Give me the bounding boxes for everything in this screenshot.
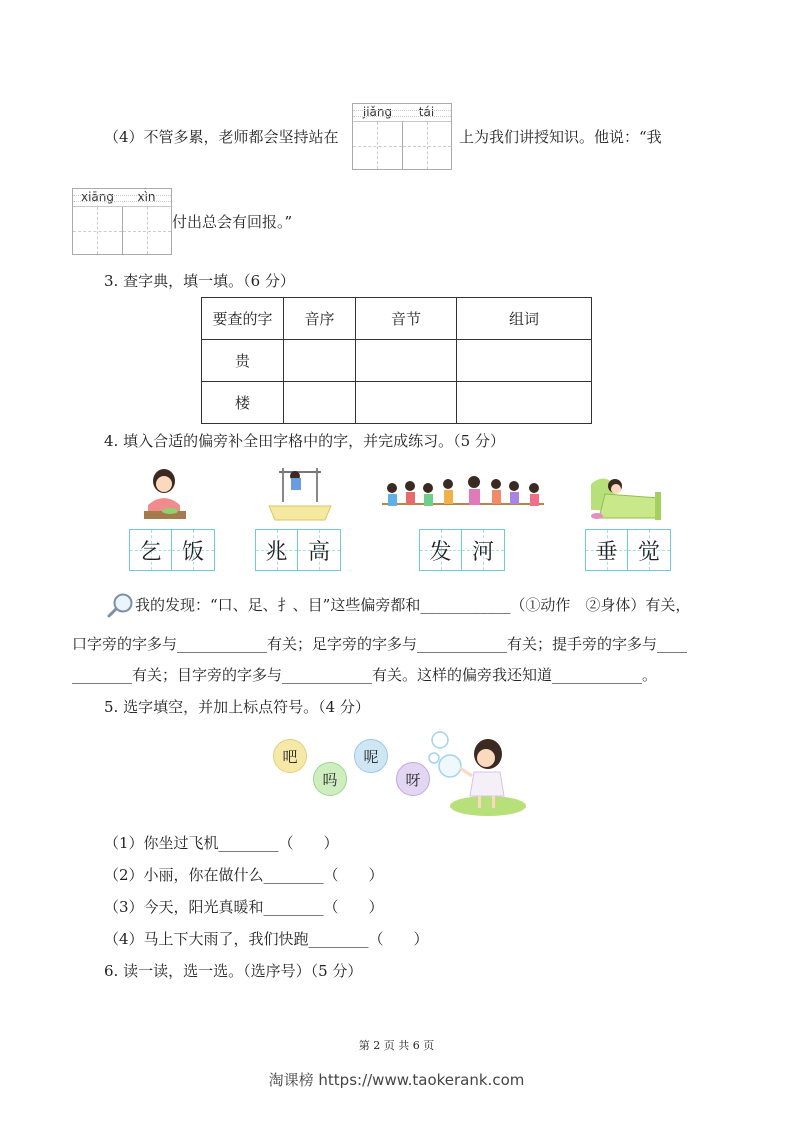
discovery-line-3: ________有关；目字旁的字多与____________有关。这样的偏旁我还知道____________。 [72, 666, 658, 684]
word-bubble [273, 739, 307, 773]
child-jumping-illustration [265, 462, 335, 524]
cell-char: 兆 [265, 539, 288, 565]
girl-eating-illustration [140, 465, 190, 523]
magnifier-icon [106, 592, 136, 618]
q6-title: 6. 读一读，选一选。（选序号）（5 分） [104, 962, 363, 980]
pinyin-grid-xiangxin[interactable] [72, 188, 172, 255]
cell-char: 河 [471, 539, 494, 565]
writing-cell[interactable] [73, 207, 123, 254]
pinyin-label: xìn [137, 190, 156, 204]
bubble-char: 吧 [282, 747, 298, 766]
q3-title: 3. 查字典，填一填。（6 分） [104, 272, 295, 290]
table-cell-char: 贵 [202, 340, 284, 382]
watermark: 淘课榜 https://www.taokerank.com [268, 1071, 525, 1089]
answer-cell[interactable] [284, 382, 356, 424]
tianzige-group[interactable] [255, 529, 341, 571]
girl-sleeping-illustration [585, 466, 665, 526]
q4-title: 4. 填入合适的偏旁补全田字格中的字，并完成练习。（5 分） [104, 432, 505, 450]
bubble-char: 吗 [322, 770, 338, 789]
writing-cell[interactable] [353, 122, 403, 169]
bubble-char: 呢 [363, 747, 379, 766]
word-bubble [313, 762, 347, 796]
table-header: 音节 [356, 298, 457, 340]
tianzige-group[interactable] [419, 529, 505, 571]
table-header: 组词 [457, 298, 592, 340]
table-cell-char: 楼 [202, 382, 284, 424]
answer-cell[interactable] [284, 340, 356, 382]
q5-title: 5. 选字填空，并加上标点符号。（4 分） [104, 698, 370, 716]
pinyin-label: xiāng [80, 190, 114, 204]
q2-4-prefix: （4）不管多累，老师都会坚持站在 [104, 128, 339, 146]
cell-char: 饭 [181, 539, 204, 565]
tianzige-group[interactable] [129, 529, 215, 571]
table-row [202, 382, 592, 424]
q2-4-middle: 上为我们讲授知识。他说：“我 [459, 128, 662, 146]
tug-of-war-illustration [378, 470, 548, 522]
pinyin-label: jiǎng [362, 105, 393, 119]
table-header-row [202, 298, 592, 340]
answer-cell[interactable] [356, 382, 457, 424]
writing-cell[interactable] [123, 207, 172, 254]
word-bubble [396, 762, 430, 796]
tianzige-cell [420, 530, 462, 570]
table-header: 要查的字 [202, 298, 284, 340]
discovery-line-1: 我的发现：“口、足、扌、目”这些偏旁都和____________（①动作 ②身体）有关， [135, 596, 691, 614]
tianzige-cell [172, 530, 214, 570]
tianzige-cell [628, 530, 670, 570]
bubble-char: 呀 [405, 770, 421, 789]
q5-item-1: （1）你坐过飞机________（ ） [104, 834, 339, 852]
cell-char: 高 [307, 539, 330, 565]
cell-char: 发 [429, 539, 452, 565]
pinyin-grid-jiangtai[interactable] [352, 103, 452, 170]
discovery-line-2: 口字旁的字多与____________有关；足字旁的字多与____________有关；提手旁的字多与____ [72, 635, 688, 653]
answer-cell[interactable] [457, 382, 592, 424]
table-header: 音序 [284, 298, 356, 340]
pinyin-label: tái [418, 105, 435, 119]
cell-char: 觉 [637, 539, 660, 565]
tianzige-cell [298, 530, 340, 570]
tianzige-cell [256, 530, 298, 570]
cell-char: 乞 [139, 539, 162, 565]
answer-cell[interactable] [457, 340, 592, 382]
q5-item-3: （3）今天，阳光真暖和________（ ） [104, 898, 384, 916]
word-bubble [354, 739, 388, 773]
q5-item-2: （2）小丽，你在做什么________（ ） [104, 866, 384, 884]
tianzige-cell [586, 530, 628, 570]
q5-item-4: （4）马上下大雨了，我们快跑________（ ） [104, 930, 429, 948]
tianzige-cell [462, 530, 504, 570]
q2-4-suffix: 付出总会有回报。” [172, 213, 293, 231]
cell-char: 垂 [595, 539, 618, 565]
tianzige-group[interactable] [585, 529, 671, 571]
page-number: 第 2 页 共 6 页 [358, 1039, 435, 1052]
answer-cell[interactable] [356, 340, 457, 382]
tianzige-cell [130, 530, 172, 570]
girl-blowing-bubbles-illustration [428, 728, 528, 820]
writing-cell[interactable] [403, 122, 452, 169]
dictionary-table [201, 297, 592, 424]
table-row [202, 340, 592, 382]
